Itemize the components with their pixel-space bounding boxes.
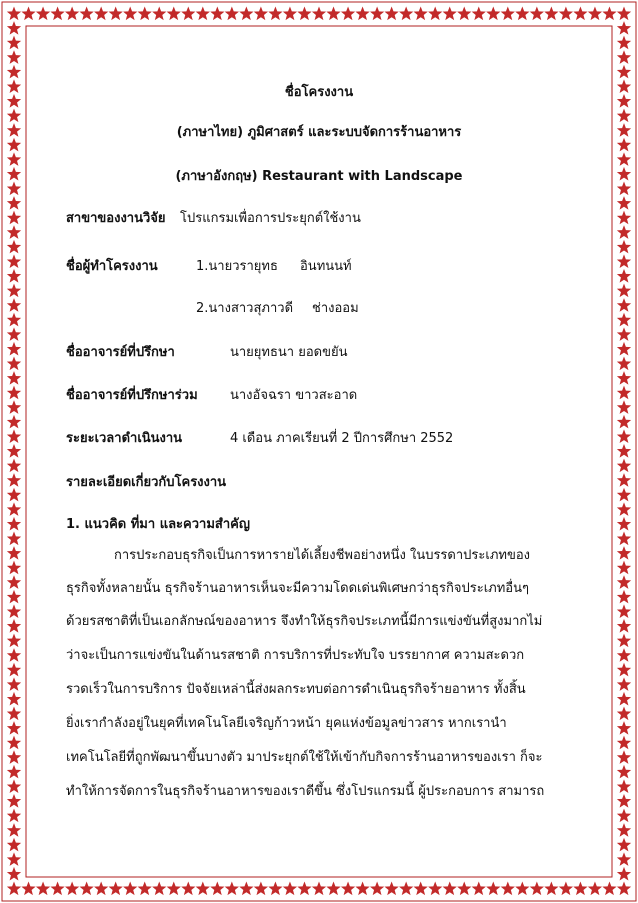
star-icon [254, 7, 268, 21]
star-icon [7, 692, 21, 706]
star-icon [7, 707, 21, 721]
star-icon [7, 823, 21, 837]
star-icon [7, 459, 21, 473]
coadvisor-label: ชื่ออาจารย์ที่ปรึกษาร่วม [66, 388, 198, 403]
star-icon [7, 21, 21, 35]
star-icon [414, 882, 428, 896]
star-icon [94, 7, 108, 21]
star-icon [283, 7, 297, 21]
star-icon [7, 269, 21, 283]
star-icon [50, 7, 64, 21]
star-icon [239, 882, 253, 896]
star-icon [617, 590, 631, 604]
star-icon [7, 867, 21, 881]
star-icon [515, 882, 529, 896]
star-icon [36, 882, 50, 896]
star-icon [7, 123, 21, 137]
paragraph-line: การประกอบธุรกิจเป็นการหารายได้เลี้ยงชีพอย่างหนึ่ง ในบรรดาประเภทของ [114, 548, 530, 563]
star-icon [617, 400, 631, 414]
star-icon [283, 882, 297, 896]
star-icon [7, 313, 21, 327]
star-icon [181, 882, 195, 896]
star-icon [617, 313, 631, 327]
star-icon [7, 254, 21, 268]
star-icon [7, 386, 21, 400]
star-icon [181, 7, 195, 21]
star-icon [7, 36, 21, 50]
star-icon [7, 750, 21, 764]
star-icon [617, 488, 631, 502]
star-icon [559, 7, 573, 21]
star-icon [617, 21, 631, 35]
project-title-heading: ชื่อโครงงาน [284, 85, 354, 100]
star-icon [355, 882, 369, 896]
author1-surname: อินทนนท์ [300, 259, 352, 274]
star-icon [7, 809, 21, 823]
star-icon [486, 7, 500, 21]
star-icon [312, 7, 326, 21]
star-icon [7, 590, 21, 604]
star-icon [7, 444, 21, 458]
star-icon [443, 882, 457, 896]
star-icon [268, 7, 282, 21]
star-icon [617, 561, 631, 575]
star-icon [7, 546, 21, 560]
star-icon [7, 488, 21, 502]
star-icon [501, 882, 515, 896]
star-icon [7, 342, 21, 356]
star-icon [370, 882, 384, 896]
star-icon [617, 707, 631, 721]
author2-surname: ช่างออม [312, 301, 359, 316]
star-icon [617, 809, 631, 823]
star-icon [341, 882, 355, 896]
star-icon [617, 721, 631, 735]
star-icon [515, 7, 529, 21]
star-icon [7, 619, 21, 633]
star-icon [123, 7, 137, 21]
star-icon [573, 882, 587, 896]
star-icon [239, 7, 253, 21]
paragraph-line: ทำให้การจัดการในธุรกิจร้านอาหารของเราดีขึ้น ซึ่งโปรแกรมนี้ ผู้ประกอบการ สามารถ [66, 784, 545, 799]
star-icon [573, 7, 587, 21]
star-icon [7, 415, 21, 429]
star-icon [7, 167, 21, 181]
star-icon [7, 852, 21, 866]
star-icon [617, 823, 631, 837]
star-icon [501, 7, 515, 21]
star-icon [7, 240, 21, 254]
paragraph-line: ว่าจะเป็นการแข่งขันในด้านรสชาติ การบริการที่ประทับใจ บรรยากาศ ความสะดวก [66, 648, 525, 663]
star-icon [65, 882, 79, 896]
branch-label: สาขาของงานวิจัย [66, 211, 166, 226]
star-icon [210, 7, 224, 21]
star-icon [428, 882, 442, 896]
star-icon [530, 882, 544, 896]
star-icon [7, 721, 21, 735]
star-icon [472, 7, 486, 21]
star-icon [617, 225, 631, 239]
star-icon [7, 838, 21, 852]
paragraph-line: เทคโนโลยีที่ถูกพัฒนาขึ้นบางตัว มาประยุกต์ใช้ให้เข้ากับกิจการร้านอาหารของเรา ก็จะ [66, 750, 543, 765]
star-icon [7, 400, 21, 414]
star-icon [7, 677, 21, 691]
star-icon [355, 7, 369, 21]
star-icon [617, 182, 631, 196]
star-icon [138, 882, 152, 896]
star-icon [167, 7, 181, 21]
coadvisor-value: นางอัจฉรา ขาวสะอาด [230, 388, 358, 403]
paragraph-line: ธุรกิจทั้งหลายนั้น ธุรกิจร้านอาหารเห็นจะมีความโดดเด่นพิเศษกว่าธุรกิจประเภทอื่นๆ [66, 581, 529, 596]
star-icon [428, 7, 442, 21]
star-icon [152, 7, 166, 21]
star-icon [617, 429, 631, 443]
star-icon [617, 254, 631, 268]
star-icon [617, 867, 631, 881]
star-icon [268, 882, 282, 896]
star-icon [588, 7, 602, 21]
star-icon [617, 838, 631, 852]
author1-name: 1.นายวรายุทธ [196, 259, 278, 274]
star-icon [7, 298, 21, 312]
star-icon [36, 7, 50, 21]
star-icon [384, 7, 398, 21]
star-icon [7, 357, 21, 371]
project-name-thai: (ภาษาไทย) ภูมิศาสตร์ และระบบจัดการร้านอาหาร [176, 125, 462, 140]
star-icon [7, 663, 21, 677]
star-icon [297, 7, 311, 21]
star-icon [617, 473, 631, 487]
star-icon [399, 882, 413, 896]
star-icon [7, 109, 21, 123]
project-name-english: (ภาษาอังกฤษ) Restaurant with Landscape [175, 169, 463, 184]
star-icon [7, 225, 21, 239]
star-icon [65, 7, 79, 21]
star-icon [617, 7, 631, 21]
star-icon [254, 882, 268, 896]
star-icon [617, 634, 631, 648]
star-icon [21, 7, 35, 21]
star-icon [21, 882, 35, 896]
star-icon [617, 79, 631, 93]
star-icon [196, 882, 210, 896]
star-icon [617, 342, 631, 356]
star-icon [617, 269, 631, 283]
star-icon [617, 444, 631, 458]
star-icon [399, 7, 413, 21]
star-icon [225, 7, 239, 21]
star-icon [7, 152, 21, 166]
star-icon [7, 561, 21, 575]
star-icon [472, 882, 486, 896]
star-icon [617, 240, 631, 254]
star-icon [7, 196, 21, 210]
star-icon [7, 65, 21, 79]
star-icon [326, 7, 340, 21]
star-icon [341, 7, 355, 21]
star-icon [617, 750, 631, 764]
duration-label: ระยะเวลาดำเนินงาน [66, 431, 183, 446]
star-icon [486, 882, 500, 896]
star-icon [617, 794, 631, 808]
paragraph-line: ด้วยรสชาติที่เป็นเอกลักษณ์ของอาหาร จึงทำให้ธุรกิจประเภทนี้มีการแข่งขันที่สูงมากไม่ [66, 614, 543, 629]
star-icon [225, 882, 239, 896]
star-icon [617, 371, 631, 385]
branch-value: โปรแกรมเพื่อการประยุกต์ใช้งาน [180, 211, 361, 226]
star-icon [617, 138, 631, 152]
duration-value: 4 เดือน ภาคเรียนที่ 2 ปีการศึกษา 2552 [230, 431, 454, 446]
star-icon [7, 648, 21, 662]
star-icon [617, 779, 631, 793]
star-icon [7, 284, 21, 298]
star-icon [7, 502, 21, 516]
star-icon [588, 882, 602, 896]
star-icon [617, 575, 631, 589]
star-icon [617, 94, 631, 108]
star-icon [602, 7, 616, 21]
star-icon [602, 882, 616, 896]
star-icon [617, 604, 631, 618]
star-icon [617, 532, 631, 546]
star-icon [544, 7, 558, 21]
details-heading: รายละเอียดเกี่ยวกับโครงงาน [66, 475, 227, 490]
star-icon [559, 882, 573, 896]
star-icon [617, 327, 631, 341]
star-icon [617, 765, 631, 779]
star-icon [617, 109, 631, 123]
star-icon [7, 736, 21, 750]
star-icon [7, 7, 21, 21]
star-icon [7, 517, 21, 531]
star-icon [7, 429, 21, 443]
star-icon [617, 386, 631, 400]
star-icon [50, 882, 64, 896]
star-icon [326, 882, 340, 896]
star-icon [7, 604, 21, 618]
star-icon [152, 882, 166, 896]
star-icon [617, 502, 631, 516]
advisor-value: นายยุทธนา ยอดขยัน [230, 345, 348, 360]
star-icon [617, 517, 631, 531]
star-icon [7, 473, 21, 487]
star-icon [617, 852, 631, 866]
star-icon [617, 677, 631, 691]
star-icon [384, 882, 398, 896]
star-icon [7, 211, 21, 225]
star-icon [457, 7, 471, 21]
star-icon [109, 882, 123, 896]
star-icon [617, 663, 631, 677]
star-icon [617, 65, 631, 79]
star-icon [7, 182, 21, 196]
star-icon [79, 7, 93, 21]
star-icon [457, 882, 471, 896]
star-icon [544, 882, 558, 896]
star-icon [210, 882, 224, 896]
star-icon [7, 532, 21, 546]
paragraph-line: รวดเร็วในการบริการ ปัจจัยเหล่านี้ส่งผลกระทบต่อการดำเนินธุรกิจร้ายอาหาร ทั้งสิ้น [66, 682, 526, 697]
star-icon [617, 882, 631, 896]
star-icon [617, 415, 631, 429]
star-icon [94, 882, 108, 896]
star-icon [123, 882, 137, 896]
star-icon [617, 167, 631, 181]
star-icon [617, 357, 631, 371]
star-icon [138, 7, 152, 21]
star-icon [7, 765, 21, 779]
star-icon [167, 882, 181, 896]
author2-name: 2.นางสาวสุภาวดี [196, 301, 294, 316]
star-icon [617, 619, 631, 633]
star-icon [617, 648, 631, 662]
star-icon [617, 36, 631, 50]
star-icon [617, 196, 631, 210]
star-icon [196, 7, 210, 21]
star-icon [414, 7, 428, 21]
star-icon [109, 7, 123, 21]
star-icon [530, 7, 544, 21]
star-icon [617, 123, 631, 137]
star-icon [617, 459, 631, 473]
star-icon [7, 50, 21, 64]
star-icon [617, 284, 631, 298]
star-icon [443, 7, 457, 21]
star-icon [7, 94, 21, 108]
star-icon [7, 327, 21, 341]
star-icon [7, 634, 21, 648]
star-icon [7, 79, 21, 93]
star-icon [7, 371, 21, 385]
star-icon [617, 546, 631, 560]
star-icon [7, 779, 21, 793]
star-icon [7, 794, 21, 808]
star-icon [79, 882, 93, 896]
star-icon [7, 575, 21, 589]
star-icon [370, 7, 384, 21]
star-icon [617, 692, 631, 706]
section1-heading: 1. แนวคิด ที่มา และความสำคัญ [66, 517, 250, 532]
star-icon [297, 882, 311, 896]
star-icon [617, 152, 631, 166]
paragraph-line: ยิ่งเรากำลังอยู่ในยุคที่เทคโนโลยีเจริญก้าวหน้า ยุคแห่งข้อมูลข่าวสาร หากเรานำ [66, 716, 507, 731]
star-icon [617, 298, 631, 312]
star-icon [7, 138, 21, 152]
star-icon [617, 736, 631, 750]
authors-label: ชื่อผู้ทำโครงงาน [66, 259, 158, 274]
star-icon [617, 211, 631, 225]
advisor-label: ชื่ออาจารย์ที่ปรึกษา [66, 345, 175, 360]
star-icon [312, 882, 326, 896]
star-icon [617, 50, 631, 64]
star-icon [7, 882, 21, 896]
